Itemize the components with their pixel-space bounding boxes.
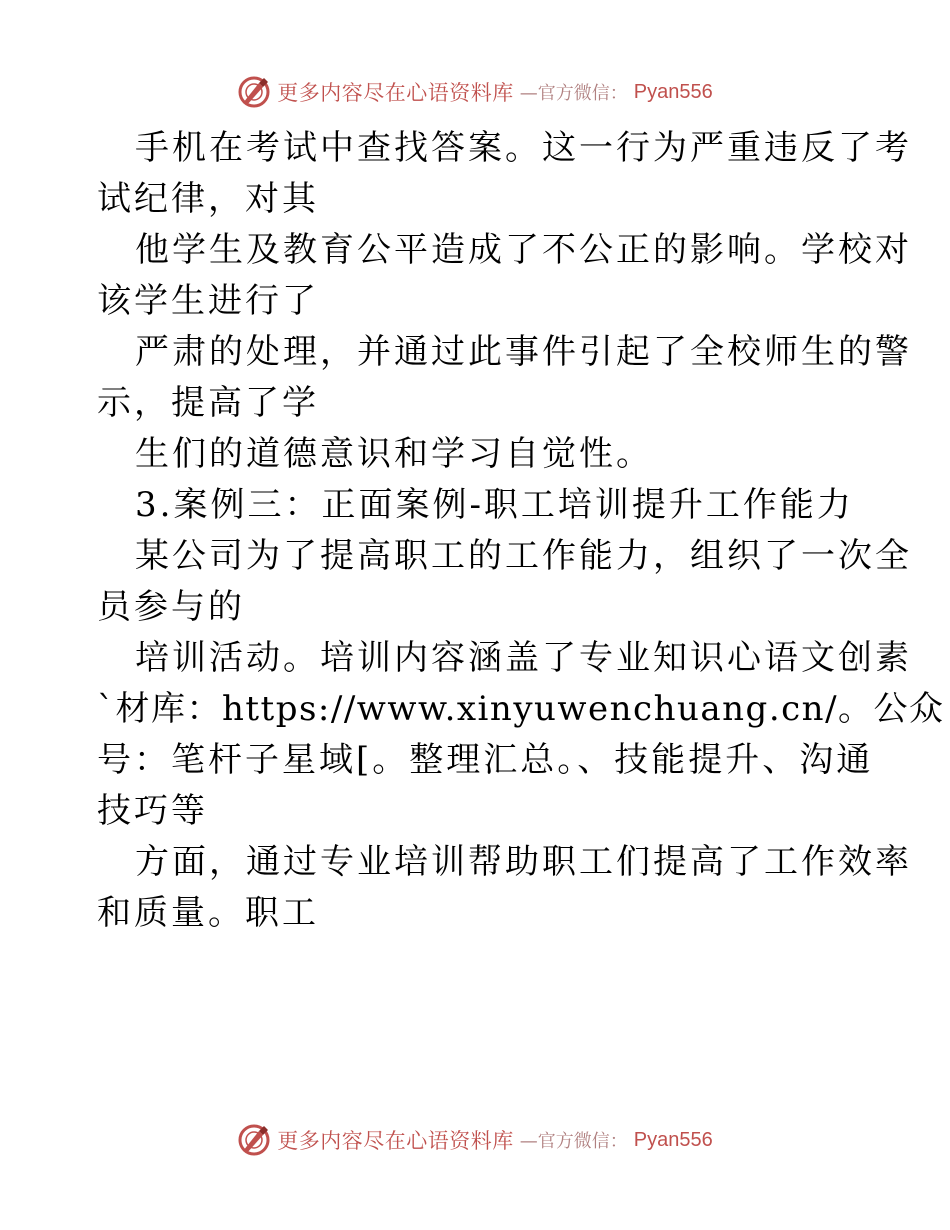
pen-logo-icon: [237, 1123, 271, 1157]
section-heading: 3.案例三：正面案例-职工培训提升工作能力: [135, 485, 854, 525]
text-line: 该学生进行了: [97, 281, 319, 321]
text-line: 培训活动。培训内容涵盖了专业知识心语文创素: [135, 638, 912, 678]
footer-banner-handle: Pyan556: [633, 1128, 713, 1151]
text-line: 严肃的处理，并通过此事件引起了全校师生的警: [135, 332, 912, 372]
text-line: 技巧等: [97, 791, 208, 831]
text-line: `材库：https://www.xinyuwenchuang.cn/。公众: [97, 689, 945, 729]
text-line: 他学生及教育公平造成了不公正的影响。学校对: [135, 230, 912, 270]
text-line: 和质量。职工: [97, 893, 319, 933]
footer-banner-separator: —官方微信：: [519, 1131, 628, 1152]
header-banner: [0, 72, 950, 112]
text-line: 员参与的: [97, 587, 245, 627]
header-banner-text: 更多内容尽在心语资料库: [277, 81, 514, 105]
text-line: 试纪律，对其: [97, 179, 319, 219]
document-body: [97, 123, 945, 939]
footer-banner-text: 更多内容尽在心语资料库: [277, 1129, 514, 1153]
text-line: 方面，通过专业培训帮助职工们提高了工作效率: [135, 842, 912, 882]
pen-logo-icon: [237, 75, 271, 109]
text-line: 手机在考试中查找答案。这一行为严重违反了考: [135, 128, 912, 168]
text-line: 示，提高了学: [97, 383, 319, 423]
text-line: 号：笔杆子星域[。整理汇总。、技能提升、沟通: [97, 740, 874, 780]
text-line: 某公司为了提高职工的工作能力，组织了一次全: [135, 536, 912, 576]
header-banner-separator: —官方微信：: [519, 83, 628, 104]
footer-banner: [0, 1120, 950, 1160]
header-banner-handle: Pyan556: [633, 80, 713, 103]
text-line: 生们的道德意识和学习自觉性。: [135, 434, 653, 474]
